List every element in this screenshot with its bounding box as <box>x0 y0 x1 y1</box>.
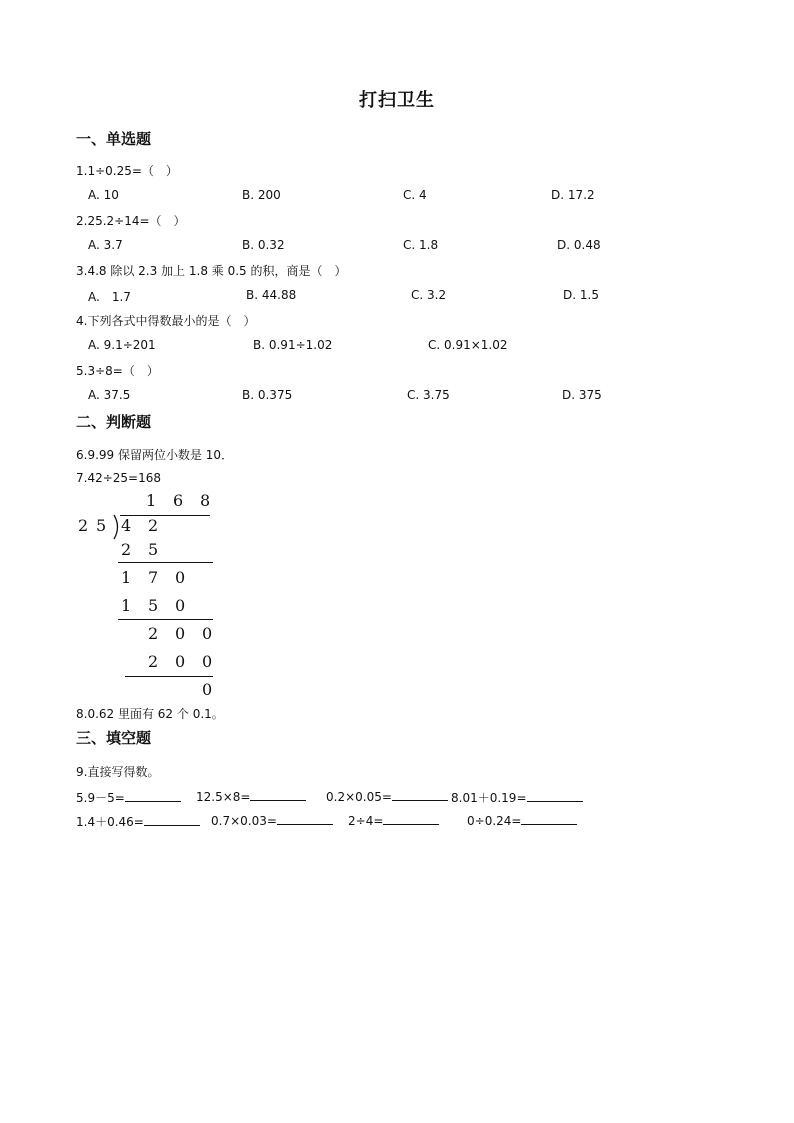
q1-option-d: D. 17.2 <box>551 188 595 202</box>
question-4: 4.下列各式中得数最小的是（ ） <box>76 314 256 328</box>
division-rule <box>118 619 213 620</box>
quotient-digit: 8 <box>200 491 211 510</box>
fill-item <box>196 789 306 804</box>
q5-option-c: C. 3.75 <box>407 388 450 402</box>
division-step-digit: 7 <box>148 568 159 587</box>
q3-option-a: A. 1.7 <box>88 290 131 304</box>
fill-expression: 5.9－5= <box>76 791 125 805</box>
q4-option-a: A. 9.1÷201 <box>88 338 156 352</box>
answer-blank[interactable] <box>521 813 577 825</box>
division-step-digit: 0 <box>175 568 186 587</box>
answer-blank[interactable] <box>144 814 200 826</box>
division-rule <box>125 676 213 677</box>
q4-option-b: B. 0.91÷1.02 <box>253 338 333 352</box>
section-heading-fill-in: 三、填空题 <box>76 729 152 747</box>
division-step-digit: 0 <box>175 652 186 671</box>
q2-option-d: D. 0.48 <box>557 238 601 252</box>
answer-blank[interactable] <box>250 789 306 801</box>
question-2: 2.25.2÷14=（ ） <box>76 214 186 228</box>
dividend-digit: 4 <box>121 516 132 535</box>
divisor-digit: 5 <box>96 516 107 535</box>
section-heading-true-false: 二、判断题 <box>76 413 152 431</box>
question-6: 6.9.99 保留两位小数是 10． <box>76 448 234 462</box>
division-step-digit: 2 <box>148 652 159 671</box>
question-3: 3.4.8 除以 2.3 加上 1.8 乘 0.5 的积，商是（ ） <box>76 264 347 278</box>
fill-item <box>326 789 448 804</box>
division-bar <box>120 515 210 516</box>
q5-option-d: D. 375 <box>562 388 602 402</box>
fill-item <box>348 813 439 828</box>
q5-option-a: A. 37.5 <box>88 388 131 402</box>
division-step-digit: 0 <box>202 652 213 671</box>
q2-option-c: C. 1.8 <box>403 238 439 252</box>
fill-item <box>451 789 583 806</box>
division-step-digit: 5 <box>148 540 159 559</box>
division-step-digit: 0 <box>202 624 213 643</box>
section-heading-single-choice: 一、单选题 <box>76 130 152 148</box>
division-remainder: 0 <box>202 680 213 699</box>
answer-blank[interactable] <box>125 790 181 802</box>
answer-blank[interactable] <box>392 789 448 801</box>
fill-item <box>467 813 577 828</box>
divisor-digit: 2 <box>78 516 89 535</box>
fill-expression: 1.4＋0.46= <box>76 815 144 829</box>
division-rule <box>118 562 213 563</box>
division-step-digit: 2 <box>121 540 132 559</box>
q1-option-b: B. 200 <box>242 188 281 202</box>
division-step-digit: 0 <box>175 624 186 643</box>
division-step-digit: 2 <box>148 624 159 643</box>
q3-option-c: C. 3.2 <box>411 288 447 302</box>
division-step-digit: 1 <box>121 568 132 587</box>
dividend-digit: 2 <box>148 516 159 535</box>
q5-option-b: B. 0.375 <box>242 388 293 402</box>
division-step-digit: 1 <box>121 596 132 615</box>
q1-option-a: A. 10 <box>88 188 119 202</box>
fill-expression: 0.7×0.03= <box>211 814 277 828</box>
answer-blank[interactable] <box>527 790 583 802</box>
q1-option-c: C. 4 <box>403 188 427 202</box>
question-7: 7.42÷25=168 <box>76 471 162 485</box>
fill-item <box>211 813 333 828</box>
answer-blank[interactable] <box>383 813 439 825</box>
question-8: 8.0.62 里面有 62 个 0.1。 <box>76 707 224 721</box>
fill-expression: 2÷4= <box>348 814 384 828</box>
fill-item <box>76 789 181 806</box>
quotient-digit: 6 <box>173 491 184 510</box>
division-step-digit: 5 <box>148 596 159 615</box>
q3-option-b: B. 44.88 <box>246 288 297 302</box>
question-1: 1.1÷0.25=（ ） <box>76 164 178 178</box>
quotient-digit: 1 <box>146 491 157 510</box>
division-step-digit: 0 <box>175 596 186 615</box>
fill-expression: 0÷0.24= <box>467 814 522 828</box>
fill-expression: 0.2×0.05= <box>326 790 392 804</box>
question-9: 9.直接写得数。 <box>76 765 160 779</box>
fill-expression: 8.01＋0.19= <box>451 791 527 805</box>
q4-option-c: C. 0.91×1.02 <box>428 338 508 352</box>
fill-item <box>76 813 200 830</box>
answer-blank[interactable] <box>277 813 333 825</box>
q3-option-d: D. 1.5 <box>563 288 599 302</box>
page-title: 打扫卫生 <box>359 90 435 111</box>
q2-option-b: B. 0.32 <box>242 238 285 252</box>
fill-expression: 12.5×8= <box>196 790 251 804</box>
q2-option-a: A. 3.7 <box>88 238 123 252</box>
question-5: 5.3÷8=（ ） <box>76 364 159 378</box>
